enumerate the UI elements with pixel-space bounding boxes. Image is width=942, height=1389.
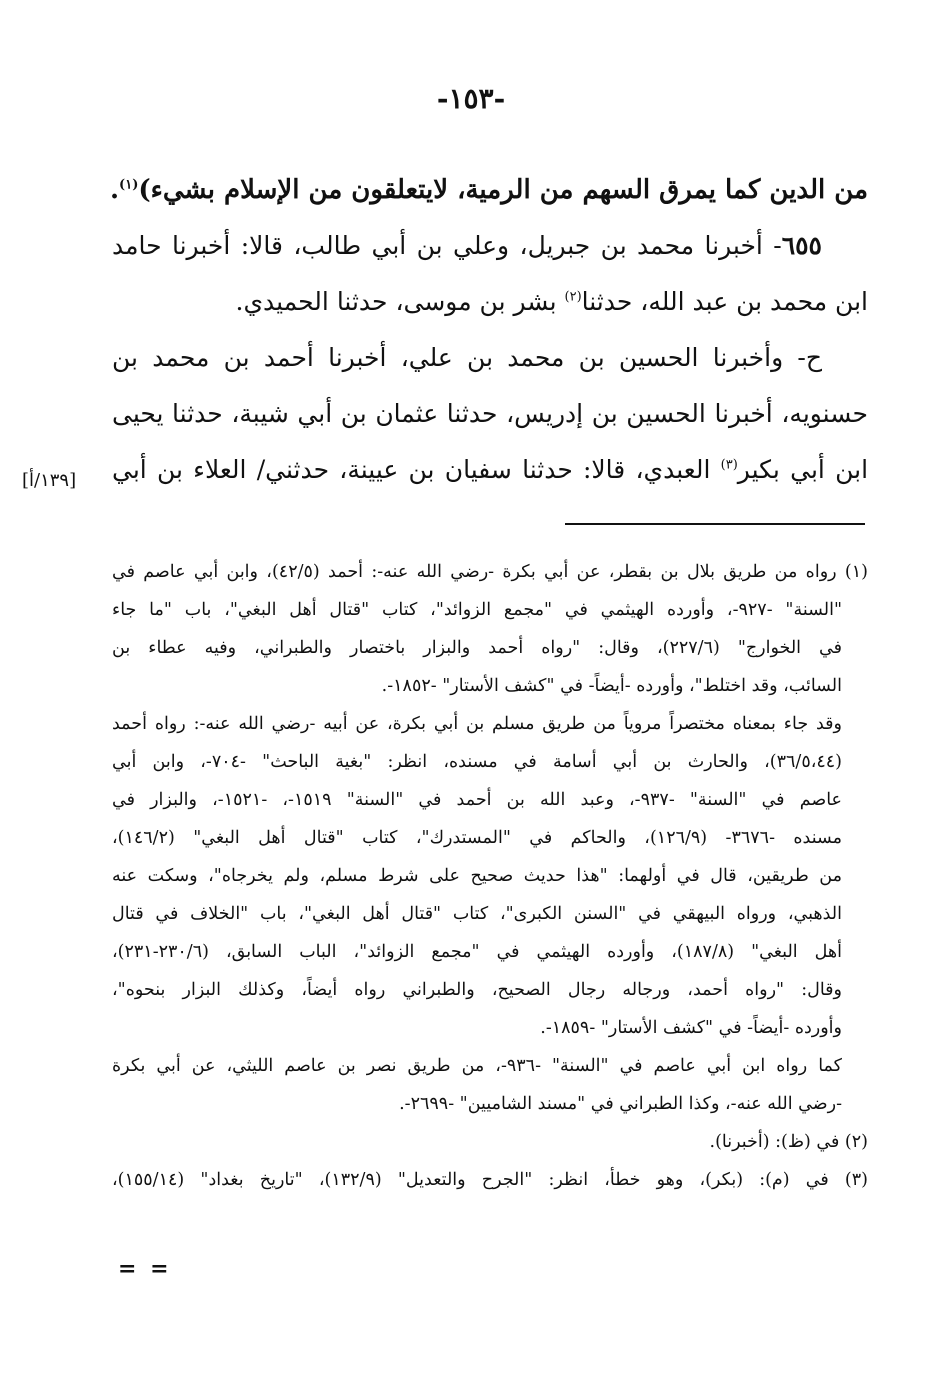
main-line-6a: ابن أبي بكير <box>737 455 869 484</box>
main-line-6 <box>112 442 868 498</box>
main-line-4: ح- وأخبرنا الحسين بن محمد بن علي، أخبرنا أحمد بن محمد بن <box>112 343 822 372</box>
manuscript-folio-ref: [١٣٩/أ] <box>22 470 77 491</box>
footnote-line: أهل البغي" (١٨٧/٨)، وأورده الهيثمي في "مجمع الزوائد"، الباب السابق، (٢٣٠/٦-٢٣١)، <box>112 942 842 962</box>
footnote-line: كما رواه ابن أبي عاصم في "السنة" -٩٣٦-، من طريق نصر بن عاصم الليثي، عن أبي بكرة <box>112 1056 842 1076</box>
main-line-3a: ابن محمد بن عبد الله، حدثنا <box>581 287 868 316</box>
main-text <box>109 162 869 498</box>
footnote-line: الذهبي، ورواه البيهقي في "السنن الكبرى"، كتاب "قتال أهل البغي"، باب "الخلاف في قتال <box>112 904 842 924</box>
hadith-number: ٦٥٥ <box>781 231 822 260</box>
footnote-line: في الخوارج" (٢٢٧/٦)، وقال: "رواه أحمد والبزار باختصار والطبراني، وفيه عطاء بن <box>112 638 842 658</box>
main-line-3 <box>112 274 868 330</box>
footnote-line: (٣٦/٥،٤٤)، والحارث بن أبي أسامة في مسنده، انظر: "بغية الباحث" -٧٠٤-، وابن أبي <box>112 752 842 772</box>
footnote-marker-2: (٢) <box>564 289 582 305</box>
continuation-mark: = = <box>118 1256 172 1282</box>
footnote-marker-3: (٣) <box>720 457 738 473</box>
main-line-6b: العبدي، قالا: حدثنا سفيان بن عيينة، حدثني/ العلاء بن أبي <box>112 455 721 484</box>
main-line-1 <box>109 162 868 218</box>
footnote-line: عاصم في "السنة" -٩٣٧-، وعبد الله بن أحمد في "السنة" ١٥١٩-، -١٥٢١-، والبزار في <box>112 790 842 810</box>
line-end-punct: . <box>109 175 120 205</box>
footnote-line: (١) رواه من طريق بلال بن بقطر، عن أبي بكرة -رضي الله عنه-: أحمد (٤٢/٥)، وابن أبي عاصم في <box>112 562 868 582</box>
hadith-end-text: من الدين كما يمرق السهم من الرمية، لايتعلقون من الإسلام بشيء) <box>138 175 868 205</box>
footnote-marker-1: (١) <box>119 177 139 193</box>
footnote-line: (٢) في (ظ): (أخبرنا). <box>709 1132 868 1152</box>
footnote-line: مسنده -٣٦٧٦- (١٢٦/٩)، والحاكم في "المستدرك"، كتاب "قتال أهل البغي" (١٤٦/٢)، <box>112 828 842 848</box>
footnote-line: وأورده -أيضاً- في "كشف الأستار" -١٨٥٩-. <box>540 1018 842 1038</box>
footnote-line: "السنة" -٩٢٧-، وأورده الهيثمي في "مجمع الزوائد"، كتاب "قتال أهل البغي"، باب "ما جاء <box>112 600 842 620</box>
footnote-line: وقد جاء بمعناه مختصراً مروياً من طريق مسلم بن أبي بكرة، عن أبيه -رضي الله عنه-: رواه أحمد <box>112 714 842 734</box>
footnote-separator <box>565 523 865 525</box>
footnote-line: -رضي الله عنه-، وكذا الطبراني في "مسند الشاميين" -٢٦٩٩-. <box>399 1094 842 1114</box>
page-number: -١٥٣- <box>436 82 506 115</box>
footnote-line: من طريقين، قال في أولهما: "هذا حديث صحيح على شرط مسلم، ولم يخرجاه"، وسكت عنه <box>112 866 842 886</box>
footnote-line: (٣) في (م): (بكر)، وهو خطأ، انظر: "الجرح والتعديل" (١٣٢/٩)، "تاريخ بغداد" (١٥٥/١٤)، <box>112 1170 868 1190</box>
main-line-3b: بشر بن موسى، حدثنا الحميدي. <box>235 287 565 316</box>
main-line-2-text: - أخبرنا محمد بن جبريل، وعلي بن أبي طالب، قالا: أخبرنا حامد <box>112 231 782 260</box>
main-line-2 <box>112 218 868 274</box>
footnote-line: وقال: "رواه أحمد، ورجاله رجال الصحيح، والطبراني رواه أيضاً، وكذلك البزار بنحوه"، <box>112 980 842 1000</box>
footnotes <box>112 553 868 1199</box>
main-line-5: حسنويه، أخبرنا الحسين بن إدريس، حدثنا عثمان بن أبي شيبة، حدثنا يحيى <box>112 399 868 428</box>
footnote-line: السائب، وقد اختلط"، وأورده -أيضاً- في "كشف الأستار" -١٨٥٢-. <box>381 676 842 696</box>
